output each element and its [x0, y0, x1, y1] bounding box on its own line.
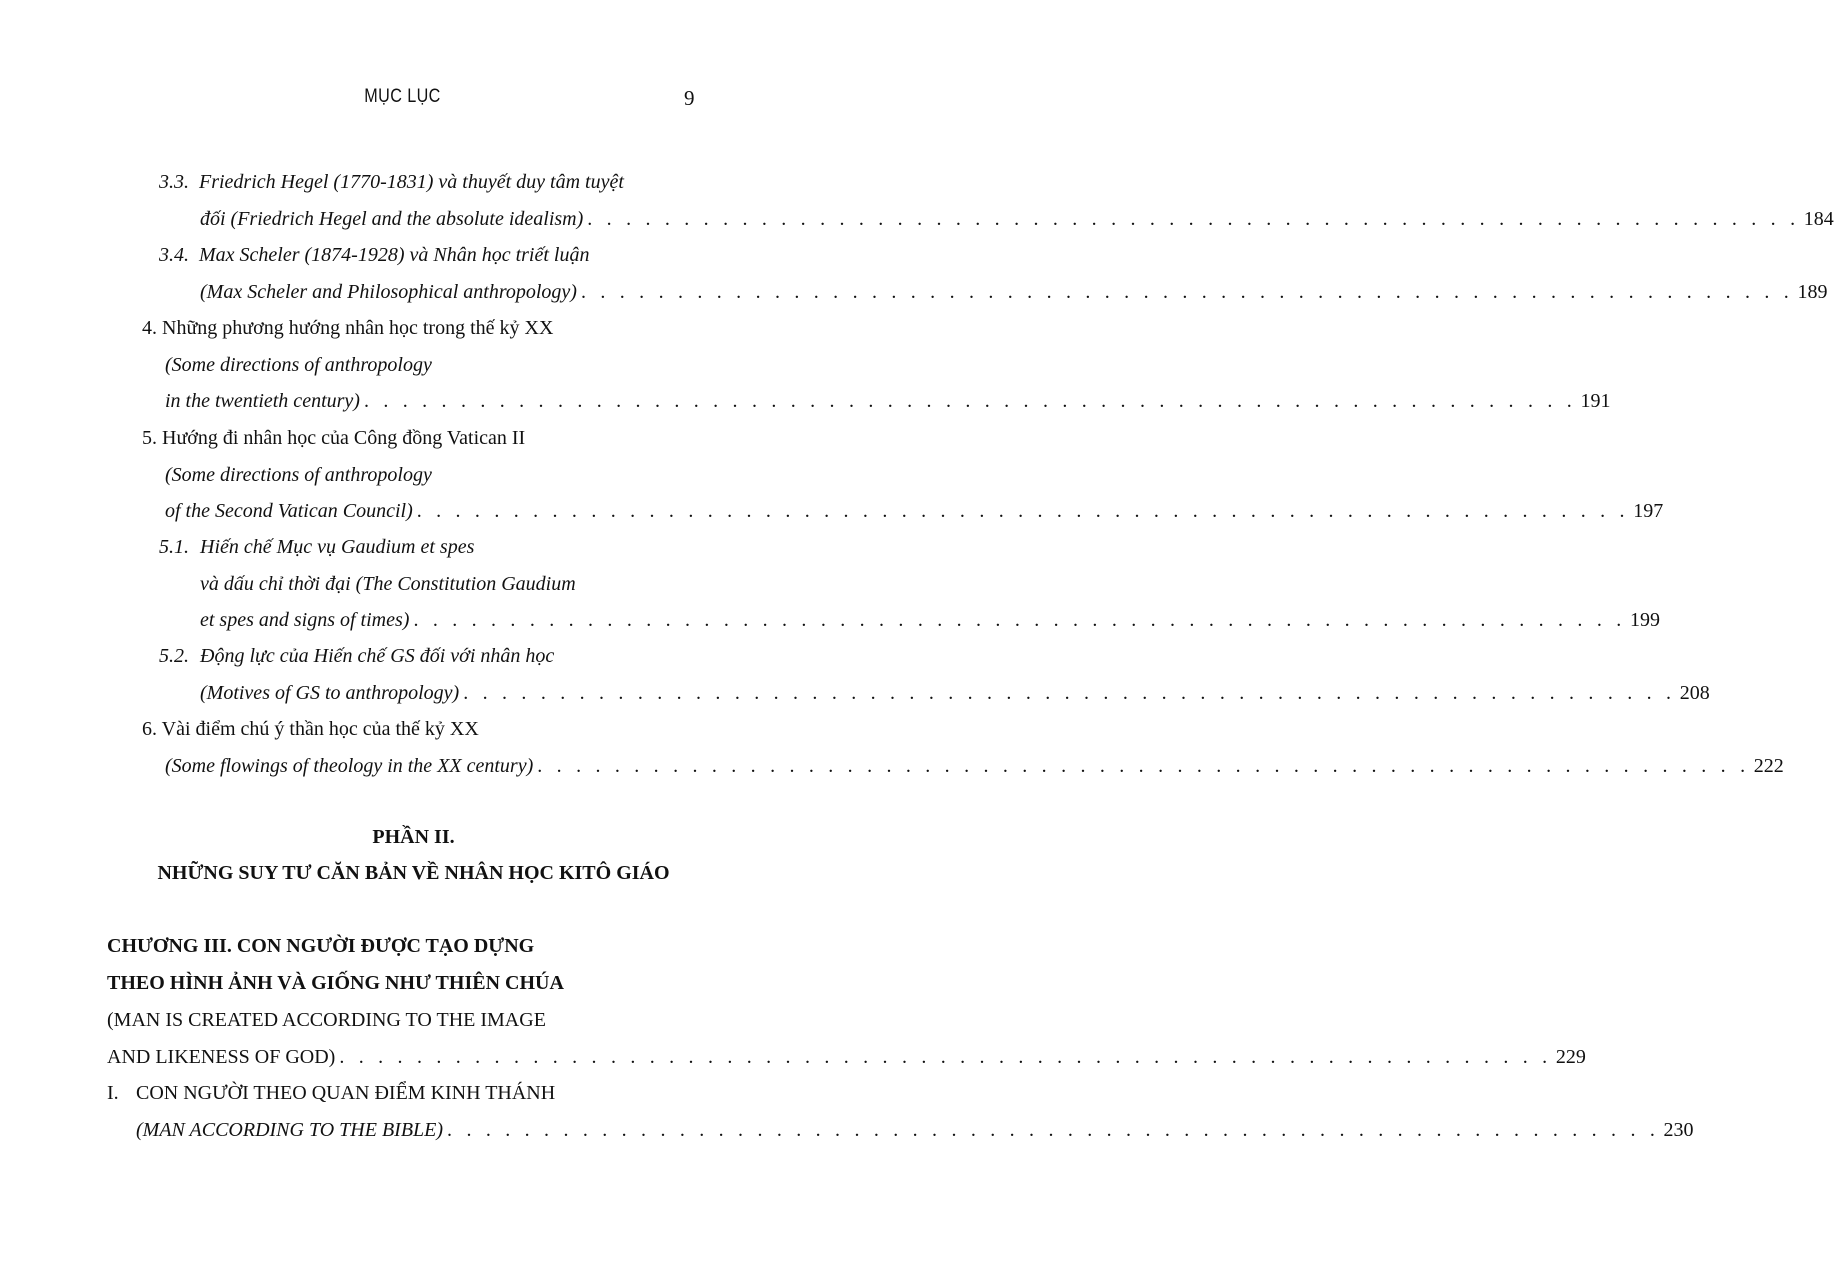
dot-leader: . . . . . . . . . . . . . . . . . . . . . . . . . . . . . . . . . . . . . . . . . . . . . . . . . . . . . . . . . . . . . . .	[363, 390, 1577, 412]
dot-leader: . . . . . . . . . . . . . . . . . . . . . . . . . . . . . . . . . . . . . . . . . . . . . . . . . . . . . . . . . . . . . . .	[537, 754, 1750, 777]
entry-number: 3.3.	[159, 171, 189, 193]
entry-title-line: (MAN ACCORDING TO THE BIBLE)	[136, 1118, 444, 1141]
entry-title-line: et spes and signs of times)	[200, 609, 410, 631]
entry-title-line: CON NGƯỜI THEO QUAN ĐIỂM KINH THÁNH	[136, 1082, 556, 1104]
dot-leader: . . . . . . . . . . . . . . . . . . . . . . . . . . . . . . . . . . . . . . . . . . . . . . . . . . . . . . . . . . . . . . .	[416, 500, 1630, 522]
entry-title-line: và dấu chỉ thời đại (The Constitution Gaudium	[200, 572, 576, 595]
toc-entry-5-1[interactable]	[159, 529, 1660, 639]
entry-page: 189	[1797, 280, 1828, 303]
entry-title-line: 6. Vài điểm chú ý thần học của thế kỷ XX	[142, 718, 479, 740]
dot-leader: . . . . . . . . . . . . . . . . . . . . . . . . . . . . . . . . . . . . . . . . . . . . . . . . . . . . . . . . . . . . . . .	[447, 1118, 1660, 1141]
entry-title-line: in the twentieth century)	[165, 390, 360, 412]
dot-leader: . . . . . . . . . . . . . . . . . . . . . . . . . . . . . . . . . . . . . . . . . . . . . . . . . . . . . . . . . . . . . . .	[339, 1045, 1552, 1068]
dot-leader: . . . . . . . . . . . . . . . . . . . . . . . . . . . . . . . . . . . . . . . . . . . . . . . . . . . . . . . . . . . . . . .	[587, 207, 1800, 230]
part-heading: PHẦN II.	[372, 826, 455, 848]
entry-title-line: Max Scheler (1874-1928) và Nhân học triết luận	[199, 244, 590, 266]
entry-title-line: 5. Hướng đi nhân học của Công đồng Vatican II	[142, 427, 526, 449]
entry-title-line: Hiến chế Mục vụ Gaudium et spes	[200, 536, 475, 558]
entry-title-line: (Some directions of anthropology	[165, 463, 432, 486]
page-number: 9	[684, 86, 695, 110]
toc-entry-5-2[interactable]	[159, 638, 1710, 711]
toc-entry-6[interactable]	[142, 711, 1784, 784]
entry-title-line: of the Second Vatican Council)	[165, 500, 413, 522]
entry-title-line: (Some directions of anthropology	[165, 353, 432, 376]
part-title: NHỮNG SUY TƯ CĂN BẢN VỀ NHÂN HỌC KITÔ GIÁO	[157, 862, 670, 884]
entry-title-line: (MAN IS CREATED ACCORDING TO THE IMAGE	[107, 1009, 546, 1031]
running-title: MỤC LỤC	[364, 86, 441, 107]
entry-title-line: (Motives of GS to anthropology)	[200, 681, 460, 704]
entry-page: 199	[1629, 609, 1660, 631]
entry-number: I.	[107, 1082, 119, 1104]
entry-title-line: (Some flowings of theology in the XX century)	[165, 754, 534, 777]
chapter-heading[interactable]: CHƯƠNG III. CON NGƯỜI ĐƯỢC TẠO DỰNG	[107, 935, 535, 957]
entry-title-line: 4. Những phương hướng nhân học trong thế kỷ XX	[142, 317, 554, 339]
dot-leader: . . . . . . . . . . . . . . . . . . . . . . . . . . . . . . . . . . . . . . . . . . . . . . . . . . . . . . . . . . . . . . .	[580, 280, 1794, 303]
entry-title-line: AND LIKENESS OF GOD)	[107, 1045, 336, 1068]
entry-page: 197	[1633, 500, 1664, 522]
entry-title-line: đối (Friedrich Hegel and the absolute idealism)	[200, 207, 584, 230]
toc-entry-5[interactable]	[142, 420, 1664, 530]
entry-title-line: Động lực của Hiến chế GS đối với nhân học	[200, 645, 555, 667]
entry-page: 222	[1753, 754, 1784, 777]
toc-entry-3-3[interactable]	[159, 164, 1834, 237]
entry-page: 230	[1663, 1118, 1694, 1141]
entry-title-line: Friedrich Hegel (1770-1831) và thuyết duy tâm tuyệt	[199, 171, 624, 193]
entry-page: 184	[1803, 207, 1834, 230]
entry-page: 229	[1555, 1045, 1586, 1068]
chapter-heading-line2[interactable]: THEO HÌNH ẢNH VÀ GIỐNG NHƯ THIÊN CHÚA	[107, 972, 564, 994]
toc-entry-3-4[interactable]	[159, 237, 1828, 310]
entry-number: 5.2.	[159, 645, 189, 667]
entry-number: 5.1.	[159, 536, 189, 558]
entry-page: 191	[1580, 390, 1611, 412]
entry-title-line: (Max Scheler and Philosophical anthropology)	[200, 280, 577, 303]
toc-entry-chapter-3[interactable]	[107, 1002, 1586, 1075]
toc-entry-section-i[interactable]	[107, 1075, 1694, 1148]
toc-entry-4[interactable]	[142, 310, 1611, 420]
dot-leader: . . . . . . . . . . . . . . . . . . . . . . . . . . . . . . . . . . . . . . . . . . . . . . . . . . . . . . . . . . . . . . .	[413, 609, 1626, 631]
entry-page: 208	[1679, 681, 1710, 704]
dot-leader: . . . . . . . . . . . . . . . . . . . . . . . . . . . . . . . . . . . . . . . . . . . . . . . . . . . . . . . . . . . . . . .	[463, 681, 1676, 704]
entry-number: 3.4.	[159, 244, 189, 266]
running-header	[0, 86, 827, 116]
